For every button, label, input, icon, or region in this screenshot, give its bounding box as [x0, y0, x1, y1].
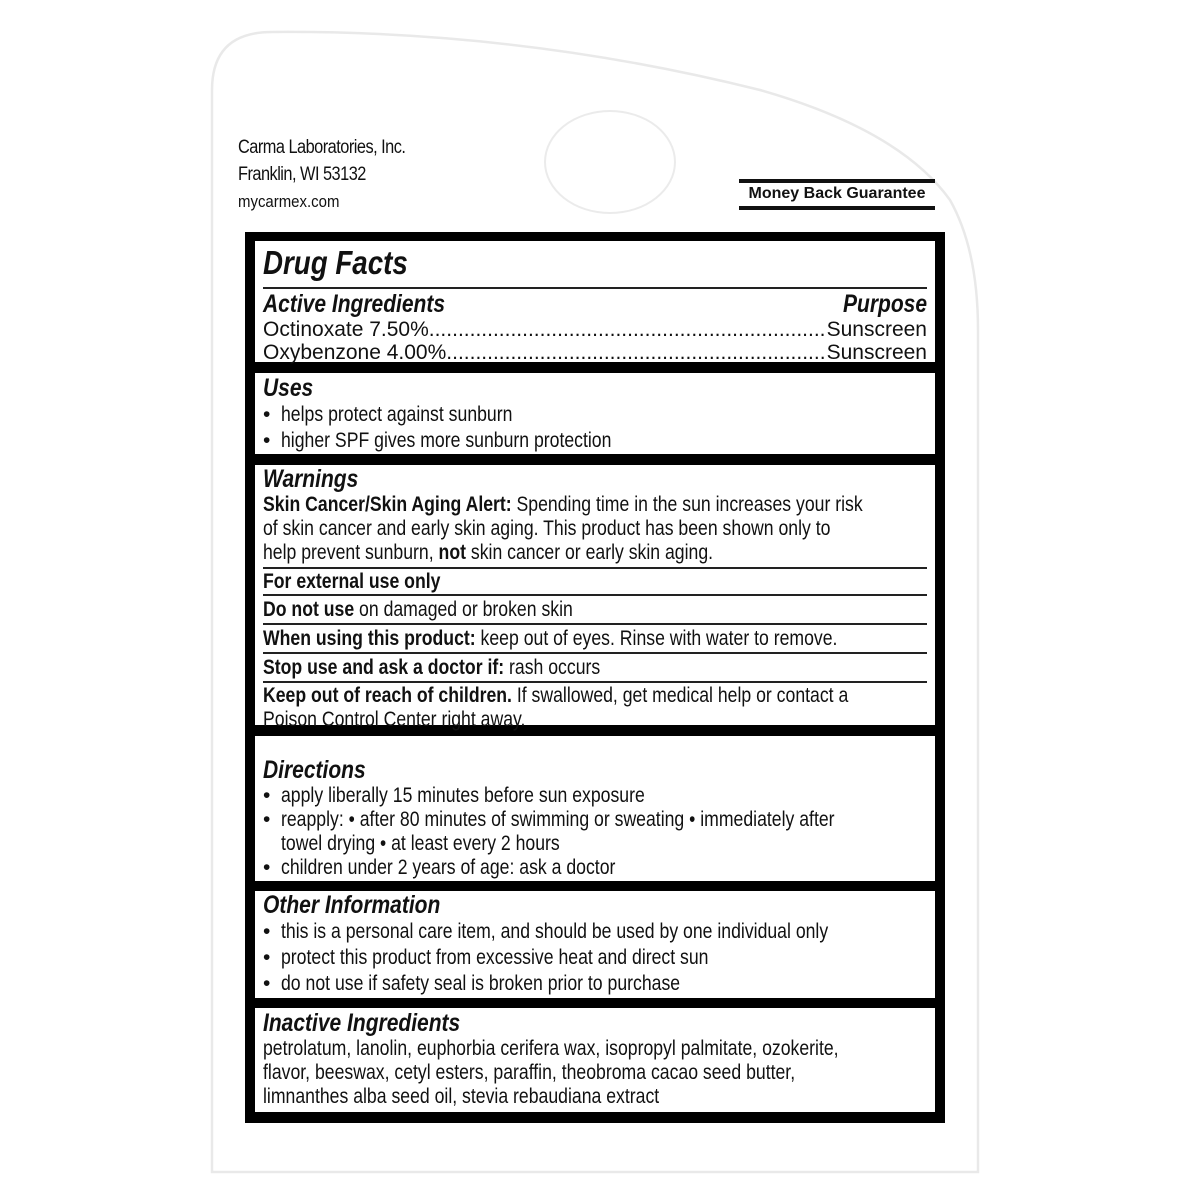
active-ingredient-row: Octinoxate 7.50% ..... Sunscreen	[263, 318, 927, 341]
list-item-continuation: towel drying • at least every 2 hours	[281, 832, 560, 855]
directions-panel	[255, 736, 935, 881]
leader-dots	[429, 318, 827, 341]
other-information-panel	[255, 891, 935, 998]
warnings-panel: Warnings Skin Cancer/Skin Aging Alert: Spending time in the sun increases your risk of skin cancer and early skin aging. This product has been shown only to help prevent sunburn, not skin cancer or early skin aging. For external use only Do not use on damaged or broken skin When using this product: keep out of eyes. Rinse with water to remove. Stop use and ask a doctor if: rash occurs Keep out of reach of children. If swallowed, get medical help or contact a Poison Control Center right away.	[255, 465, 935, 725]
warnings-header: Warnings	[263, 465, 359, 493]
list-item: • this is a personal care item, and should be used by one individual only	[263, 920, 829, 943]
list-item: • do not use if safety seal is broken prior to purchase	[263, 972, 681, 995]
uses-header: Uses	[263, 374, 314, 402]
directions-header: Directions	[263, 756, 366, 784]
drug-facts-title: Drug Facts	[263, 244, 408, 281]
company-website: mycarmex.com	[238, 192, 340, 211]
inactive-ingredients-panel: Inactive Ingredients petrolatum, lanolin, euphorbia cerifera wax, isopropyl palmitate, ozokerite, flavor, beeswax, cetyl esters, paraffin, theobroma cacao seed butter, limnanthes alba seed oil, stevia rebaudiana extract	[255, 1008, 935, 1112]
bullet-icon: •	[263, 856, 271, 879]
list-item: • reapply: • after 80 minutes of swimming or sweating • immediately after	[263, 808, 835, 831]
inactive-ingredients-header: Inactive Ingredients	[263, 1009, 461, 1037]
company-info	[238, 134, 433, 215]
bullet-icon: •	[263, 403, 271, 426]
company-name: Carma Laboratories, Inc.	[238, 137, 406, 158]
leader-dots	[446, 341, 826, 364]
hang-hole	[544, 110, 676, 214]
company-address: Franklin, WI 53132	[238, 164, 366, 185]
external-use-text: For external use only	[263, 570, 441, 593]
alert-label: Skin Cancer/Skin Aging Alert:	[263, 493, 512, 516]
money-back-guarantee-badge: Money Back Guarantee	[739, 179, 935, 210]
bullet-icon: •	[263, 784, 271, 807]
active-ingredient-row: Oxybenzone 4.00% ..... Sunscreen	[263, 341, 927, 364]
bullet-icon: •	[263, 429, 271, 452]
list-item: • apply liberally 15 minutes before sun exposure	[263, 784, 645, 807]
drug-facts-box	[245, 232, 945, 1123]
list-item: • helps protect against sunburn	[263, 403, 513, 426]
bullet-icon: •	[263, 972, 271, 995]
uses-panel	[255, 373, 935, 454]
purpose-header: Purpose	[842, 290, 927, 318]
active-ingredients-panel	[255, 241, 935, 362]
bullet-icon: •	[263, 808, 271, 831]
divider	[263, 681, 927, 683]
list-item: • protect this product from excessive heat and direct sun	[263, 946, 709, 969]
divider	[263, 287, 927, 289]
list-item: • higher SPF gives more sunburn protection	[263, 429, 612, 452]
other-information-header: Other Information	[263, 891, 441, 919]
active-ingredients-header: Active Ingredients	[263, 290, 446, 318]
bullet-icon: •	[263, 946, 271, 969]
list-item: • children under 2 years of age: ask a doctor	[263, 856, 616, 879]
bullet-icon: •	[263, 920, 271, 943]
